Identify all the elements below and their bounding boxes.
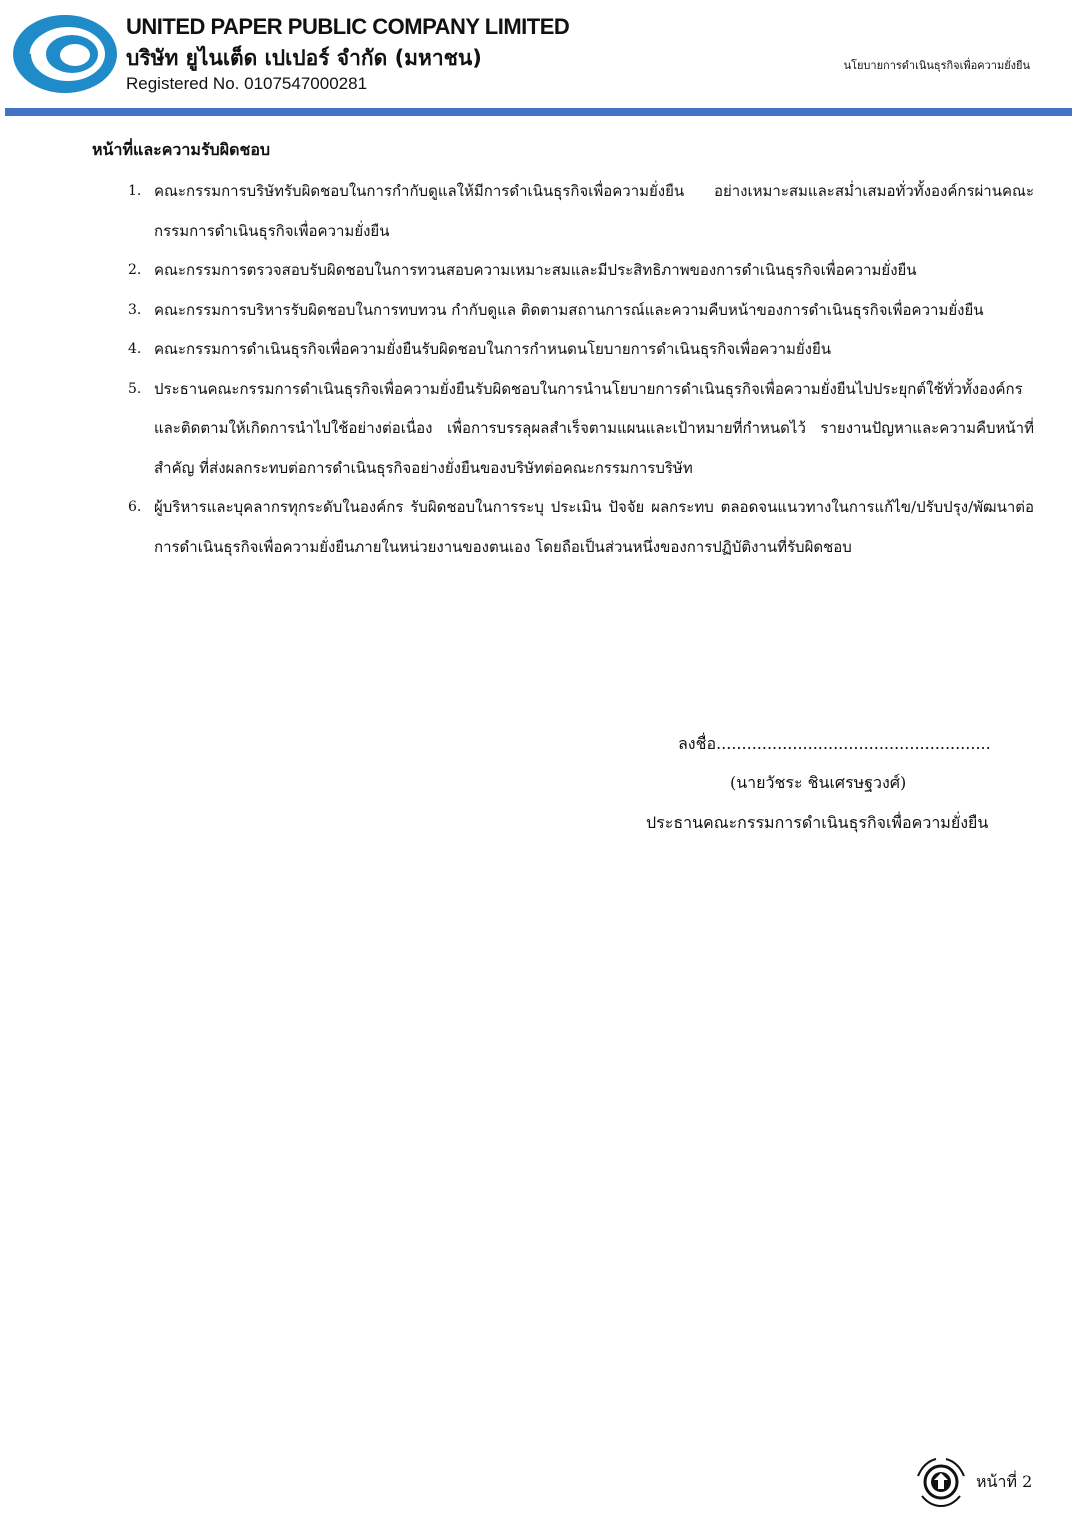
list-item-number: 4.: [128, 341, 142, 357]
page-header: [0, 0, 1082, 120]
list-item: [118, 172, 1034, 251]
list-item-number: 3.: [128, 301, 142, 318]
list-item-text: คณะกรรมการดำเนินธุรกิจเพื่อความยั่งยืนรับผิดชอบในการกำหนดนโยบายการดำเนินธุรกิจเพื่อความยั่งยืน: [154, 340, 832, 358]
list-item-text: คณะกรรมการบริษัทรับผิดชอบในการกำกับดูแลให้มีการดำเนินธุรกิจเพื่อความยั่งยืน อย่างเหมาะสมและสม่ำเสมอทั่วทั้งองค์กรผ่านคณะกรรมการดำเนินธุรกิจเพื่อความยั่งยืน: [154, 182, 1034, 240]
list-item-text: ประธานคณะกรรมการดำเนินธุรกิจเพื่อความยั่งยืนรับผิดชอบในการนำนโยบายการดำเนินธุรกิจเพื่อความยั่งยืนไปประยุกต์ใช้ทั่วทั้งองค์กรและติดตามให้เกิดการนำไปใช้อย่างต่อเนื่อง เพื่อการบรรลุผลสำเร็จตามแผนและเป้าหมายที่กำหนดไว้ รายงานปัญหาและความคืบหน้าที่สำคัญ ที่ส่งผลกระทบต่อการดำเนินธุรกิจอย่างยั่งยืนของบริษัทต่อคณะกรรมการบริษัท: [154, 379, 1034, 477]
list-item-number: 2.: [128, 262, 142, 278]
signatory-name: (นายวัชระ ชินเศรษฐวงศ์): [730, 773, 907, 792]
list-item-text: คณะกรรมการบริหารรับผิดชอบในการทบทวน กำกับดูแล ติดตามสถานการณ์และความคืบหน้าของการดำเนินธุรกิจเพื่อความยั่งยืน: [154, 300, 984, 319]
responsibilities-list: [118, 172, 1034, 567]
list-item: [118, 330, 1034, 370]
you-use-u-care-logo-icon: [914, 1456, 968, 1508]
signature-line: ลงชื่อ......................................................: [678, 734, 991, 753]
page-number: หน้าที่ 2: [976, 1472, 1033, 1491]
united-paper-logo-icon: [12, 14, 118, 94]
header-divider: [5, 108, 1072, 116]
list-item: [118, 370, 1034, 489]
company-name-en: UNITED PAPER PUBLIC COMPANY LIMITED: [126, 14, 570, 39]
section-heading: หน้าที่และความรับผิดชอบ: [92, 140, 271, 159]
list-item-number: 1.: [128, 183, 142, 199]
list-item: [118, 488, 1034, 567]
list-item-text: ผู้บริหารและบุคลากรทุกระดับในองค์กร รับผิดชอบในการระบุ ประเมิน ปัจจัย ผลกระทบ ตลอดจนแนวทางในการแก้ไข/ปรับปรุง/พัฒนาต่อการดำเนินธุรกิจเพื่อความยั่งยืนภายในหน่วยงานของตนเอง โดยถือเป็นส่วนหนึ่งของการปฏิบัติงานที่รับผิดชอบ: [154, 498, 1034, 556]
document-title: นโยบายการดำเนินธุรกิจเพื่อความยั่งยืน: [843, 59, 1030, 72]
list-item: [118, 251, 1034, 291]
signatory-title: ประธานคณะกรรมการดำเนินธุรกิจเพื่อความยั่งยืน: [646, 813, 989, 832]
company-name-th: บริษัท ยูไนเต็ด เปเปอร์ จำกัด (มหาชน): [126, 46, 482, 70]
list-item: [118, 291, 1034, 331]
list-item-number: 5.: [128, 380, 142, 397]
list-item-text: คณะกรรมการตรวจสอบรับผิดชอบในการทวนสอบความเหมาะสมและมีประสิทธิภาพของการดำเนินธุรกิจเพื่อความยั่งยืน: [154, 261, 917, 279]
list-item-number: 6.: [128, 499, 142, 515]
company-registration: Registered No. 0107547000281: [126, 74, 368, 93]
